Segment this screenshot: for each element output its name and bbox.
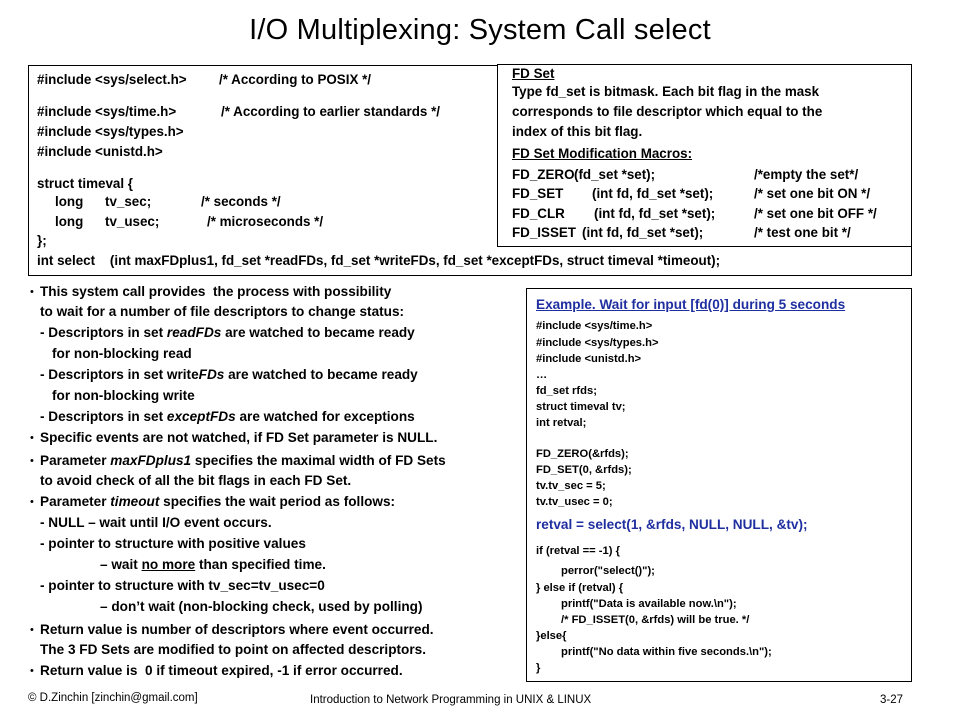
field-name: tv_sec; — [105, 194, 152, 209]
code-line: FD_SET(0, &rfds); — [536, 464, 632, 476]
bullet-text: This system call provides the process with possibility — [40, 284, 392, 299]
macro-comment: /* set one bit OFF */ — [754, 206, 877, 221]
code-line: FD_ZERO(&rfds); — [536, 448, 629, 460]
bullet-text: Parameter timeout specifies the wait period as follows: — [40, 494, 396, 509]
fdset-description: corresponds to file descriptor which equal to the — [512, 104, 823, 119]
code-line: #include <sys/types.h> — [536, 337, 659, 349]
bullet-text: - pointer to structure with tv_sec=tv_usec=0 — [40, 578, 325, 593]
code-line: int retval; — [536, 417, 587, 429]
bullet-text: - Descriptors in set readFDs are watched to became ready — [40, 325, 415, 340]
bullet-text: Return value is 0 if timeout expired, -1 if error occurred. — [40, 663, 403, 678]
include-time-comment: /* According to earlier standards */ — [221, 104, 441, 119]
bullet-text: - pointer to structure with positive values — [40, 536, 306, 551]
example-heading: Example. Wait for input [fd(0)] during 5 seconds — [536, 297, 846, 312]
macro-comment: /* set one bit ON */ — [754, 186, 871, 201]
code-line-select: retval = select(1, &rfds, NULL, NULL, &tv); — [536, 517, 808, 532]
struct-open: struct timeval { — [37, 176, 134, 191]
macro-args: (int fd, fd_set *set); — [594, 206, 716, 221]
struct-close: }; — [37, 233, 47, 248]
bullet-text: for non-blocking write — [52, 388, 195, 403]
macro-name: FD_ISSET — [512, 225, 576, 240]
bullet-text: Specific events are not watched, if FD Set parameter is NULL. — [40, 430, 438, 445]
macro-comment: /* test one bit */ — [754, 225, 851, 240]
bullet-text: – don’t wait (non-blocking check, used by polling) — [100, 599, 423, 614]
bullet-dot: • — [30, 496, 34, 508]
macro-args: (int fd, fd_set *set); — [582, 225, 704, 240]
macros-heading: FD Set Modification Macros: — [512, 146, 693, 161]
code-line: #include <unistd.h> — [536, 353, 642, 365]
macro-args: (fd_set *set); — [574, 167, 656, 182]
code-line: fd_set rfds; — [536, 385, 597, 397]
code-line: … — [536, 369, 548, 381]
bullet-text: – wait no more than specified time. — [100, 557, 326, 572]
bullet-text: - Descriptors in set writeFDs are watched to became ready — [40, 367, 418, 382]
macro-name: FD_CLR — [512, 206, 565, 221]
field-comment: /* seconds */ — [201, 194, 281, 209]
field-name: tv_usec; — [105, 214, 160, 229]
bullet-text: for non-blocking read — [52, 346, 192, 361]
select-signature: int select (int maxFDplus1, fd_set *readFDs, fd_set *writeFDs, fd_set *exceptFDs, struct timeval *timeout); — [37, 253, 721, 268]
macro-name: FD_ZERO — [512, 167, 575, 182]
footer-page-number: 3-27 — [880, 694, 904, 706]
code-line: if (retval == -1) { — [536, 545, 620, 557]
code-line: printf("Data is available now.\n"); — [561, 598, 737, 610]
code-line: tv.tv_sec = 5; — [536, 480, 606, 492]
macro-comment: /*empty the set*/ — [754, 167, 859, 182]
bullet-dot: • — [30, 286, 34, 298]
bullet-dot: • — [30, 624, 34, 636]
fdset-heading: FD Set — [512, 66, 555, 81]
code-line: /* FD_ISSET(0, &rfds) will be true. */ — [561, 614, 750, 626]
bullet-text: to wait for a number of file descriptors to change status: — [40, 304, 405, 319]
code-line: } else if (retval) { — [536, 582, 624, 594]
bullet-text: Parameter maxFDplus1 specifies the maximal width of FD Sets — [40, 453, 446, 468]
macro-args: (int fd, fd_set *set); — [592, 186, 714, 201]
code-line: #include <sys/time.h> — [536, 320, 653, 332]
include-unistd: #include <unistd.h> — [37, 144, 163, 159]
field-comment: /* microseconds */ — [207, 214, 324, 229]
bullet-text: - NULL – wait until I/O event occurs. — [40, 515, 272, 530]
macro-name: FD_SET — [512, 186, 564, 201]
example-box — [526, 288, 912, 682]
bullet-text: Return value is number of descriptors where event occurred. — [40, 622, 434, 637]
fdset-box — [497, 64, 912, 247]
code-line: } — [536, 662, 541, 674]
fdset-description: Type fd_set is bitmask. Each bit flag in the mask — [512, 84, 820, 99]
footer-course: Introduction to Network Programming in UNIX & LINUX — [310, 694, 592, 706]
footer-author: © D.Zinchin [zinchin@gmail.com] — [28, 692, 198, 704]
code-line: perror("select()"); — [561, 565, 655, 577]
include-select-comment: /* According to POSIX */ — [219, 72, 372, 87]
bullet-text: The 3 FD Sets are modified to point on affected descriptors. — [40, 642, 426, 657]
code-line: printf("No data within five seconds.\n"); — [561, 646, 772, 658]
bullet-dot: • — [30, 665, 34, 677]
include-select: #include <sys/select.h> — [37, 72, 187, 87]
bullet-text: - Descriptors in set exceptFDs are watched for exceptions — [40, 409, 415, 424]
field-type: long — [55, 214, 84, 229]
code-line: struct timeval tv; — [536, 401, 626, 413]
code-line: tv.tv_usec = 0; — [536, 496, 613, 508]
bullet-text: to avoid check of all the bit flags in each FD Set. — [40, 473, 352, 488]
fdset-description: index of this bit flag. — [512, 124, 643, 139]
include-time: #include <sys/time.h> — [37, 104, 177, 119]
bullet-dot: • — [30, 455, 34, 467]
include-types: #include <sys/types.h> — [37, 124, 184, 139]
slide-title: I/O Multiplexing: System Call select — [249, 14, 711, 46]
bullet-dot: • — [30, 432, 34, 444]
field-type: long — [55, 194, 84, 209]
code-line: }else{ — [536, 630, 567, 642]
